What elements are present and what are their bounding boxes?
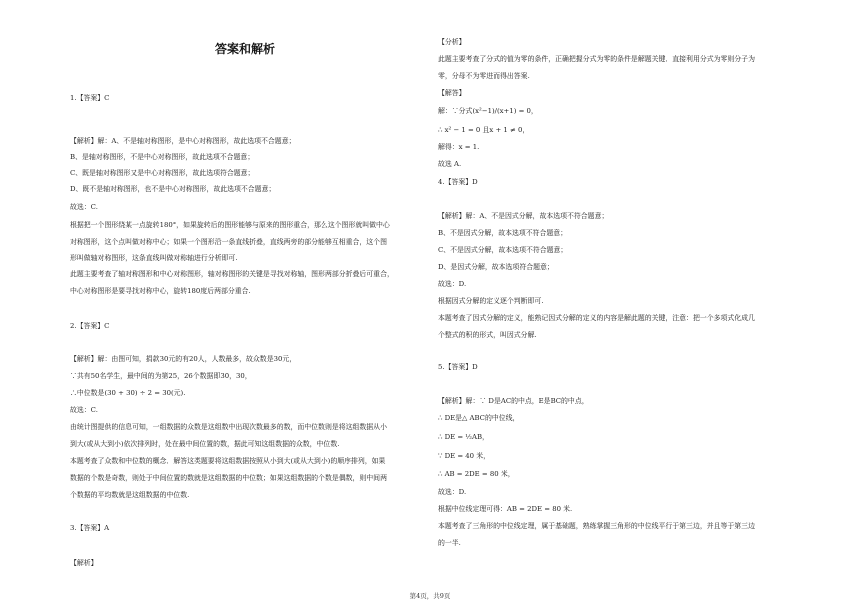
analysis-line: 个数据的平均数就是这组数据的中位数. (70, 491, 190, 499)
analysis-line: D、是因式分解，故本选项符合题意； (438, 263, 554, 271)
answer-1-label: 1.【答案】C (70, 94, 110, 102)
analysis-line: 故选 A. (438, 160, 462, 168)
analysis-line: 故选：C. (70, 406, 98, 414)
analysis-line: 此题主要考查了分式的值为零的条件，正确把握分式为零的条件是解题关键．直接利用分式为零则分子为 (438, 55, 755, 63)
analysis-line: 故选：D. (438, 488, 467, 496)
analysis-line: 【解析】解：A、不是因式分解，故本选项不符合题意； (438, 212, 609, 220)
analysis-line: 【解析】解：A、不是轴对称图形，是中心对称图形，故此选项不合题意； (70, 137, 296, 145)
analysis-line: 【解析】解：由图可知，捐款30元的有20人，人数最多，故众数是30元， (70, 355, 297, 363)
analysis-line: 【解析】解：∵ D是AC的中点，E是BC的中点， (438, 397, 589, 405)
analysis-line: 形叫做轴对称图形，这条直线叫做对称轴进行分析即可. (70, 254, 238, 262)
analysis-line: 的一半. (438, 539, 461, 547)
page-title: 答案和解析 (215, 42, 276, 56)
analysis-line: ∴中位数是(30 + 30) ÷ 2 = 30(元). (70, 389, 186, 397)
page-footer: 第4页，共9页 (409, 592, 451, 600)
answer-3-label: 3.【答案】A (70, 524, 110, 532)
equation-line: 解得：x = 1. (438, 143, 480, 151)
analysis-heading: 【解析】 (70, 559, 98, 567)
analysis-line: 本题考查了众数和中位数的概念．解答这类题要将这组数据按照从小到大(或从大到小)的顺序排列，如果 (70, 457, 386, 465)
equation-line: ∴ x² − 1 = 0 且x + 1 ≠ 0， (438, 126, 530, 134)
analysis-line: 个整式的积的形式，叫因式分解. (438, 331, 537, 339)
section-heading: 【解答】 (438, 89, 466, 97)
analysis-line: 根据中位线定理可得：AB = 2DE = 80 米. (438, 505, 573, 513)
analysis-line: B、是轴对称图形，不是中心对称图形，故此选项不合题意； (70, 153, 255, 161)
section-heading: 【分析】 (438, 38, 466, 46)
analysis-line: 对称图形，这个点叫做对称中心；如果一个图形沿一条直线折叠，直线两旁的部分能够互相重合，这个图 (70, 238, 387, 246)
analysis-line: 本题考查了因式分解的定义，能熟记因式分解的定义的内容是解此题的关键，注意：把一个多项式化成几 (438, 314, 755, 322)
analysis-line: 本题考查了三角形的中位线定理，属于基础题，熟练掌握三角形的中位线平行于第三边，并且等于第三边 (438, 522, 755, 530)
answer-5-label: 5.【答案】D (438, 363, 478, 371)
answer-4-label: 4.【答案】D (438, 178, 478, 186)
analysis-line: C、既是轴对称图形又是中心对称图形，故此选项符合题意； (70, 169, 255, 177)
analysis-line: 故选：C. (70, 203, 98, 211)
analysis-line: 中心对称图形是要寻找对称中心，旋转180度后两部分重合. (70, 287, 251, 295)
analysis-line: D、既不是轴对称图形，也不是中心对称图形，故此选项不合题意； (70, 185, 276, 193)
equation-line: ∴ DE = ½AB， (438, 433, 489, 441)
equation-line: ∵ DE = 40 米， (438, 452, 491, 460)
analysis-line: B、不是因式分解，故本选项不符合题意； (438, 229, 568, 237)
analysis-line: 故选：D. (438, 280, 467, 288)
analysis-line: 由统计图提供的信息可知，一组数据的众数是这组数中出现次数最多的数，而中位数则是将这组数据从小 (70, 423, 387, 431)
analysis-line: 数据的个数是奇数，则处于中间位置的数就是这组数据的中位数；如果这组数据的个数是偶数，则中间两 (70, 474, 387, 482)
equation-line: ∴ AB = 2DE = 80 米， (438, 470, 515, 478)
analysis-line: 零，分母不为零进而得出答案. (438, 72, 530, 80)
analysis-line: ∵共有50名学生，最中间的为第25，26个数据即30，30， (70, 372, 252, 380)
analysis-line: 到大(或从大到小)依次排列时，处在最中间位置的数，据此可知这组数据的众数，中位数. (70, 440, 340, 448)
equation-line: ∴ DE是△ ABC的中位线， (438, 414, 520, 422)
analysis-line: 根据把一个图形绕某一点旋转180°，如果旋转后的图形能够与原来的图形重合，那么这个图形就叫做中心 (70, 221, 390, 229)
analysis-line: 根据因式分解的定义逐个判断即可. (438, 297, 544, 305)
analysis-line: C、不是因式分解，故本选项不符合题意； (438, 246, 568, 254)
answer-2-label: 2.【答案】C (70, 322, 110, 330)
analysis-line: 此题主要考查了轴对称图形和中心对称图形，轴对称图形的关键是寻找对称轴，图形两部分折叠后可重合， (70, 270, 394, 278)
equation-line: 解：∵分式(x²−1)/(x+1) = 0， (438, 107, 538, 115)
